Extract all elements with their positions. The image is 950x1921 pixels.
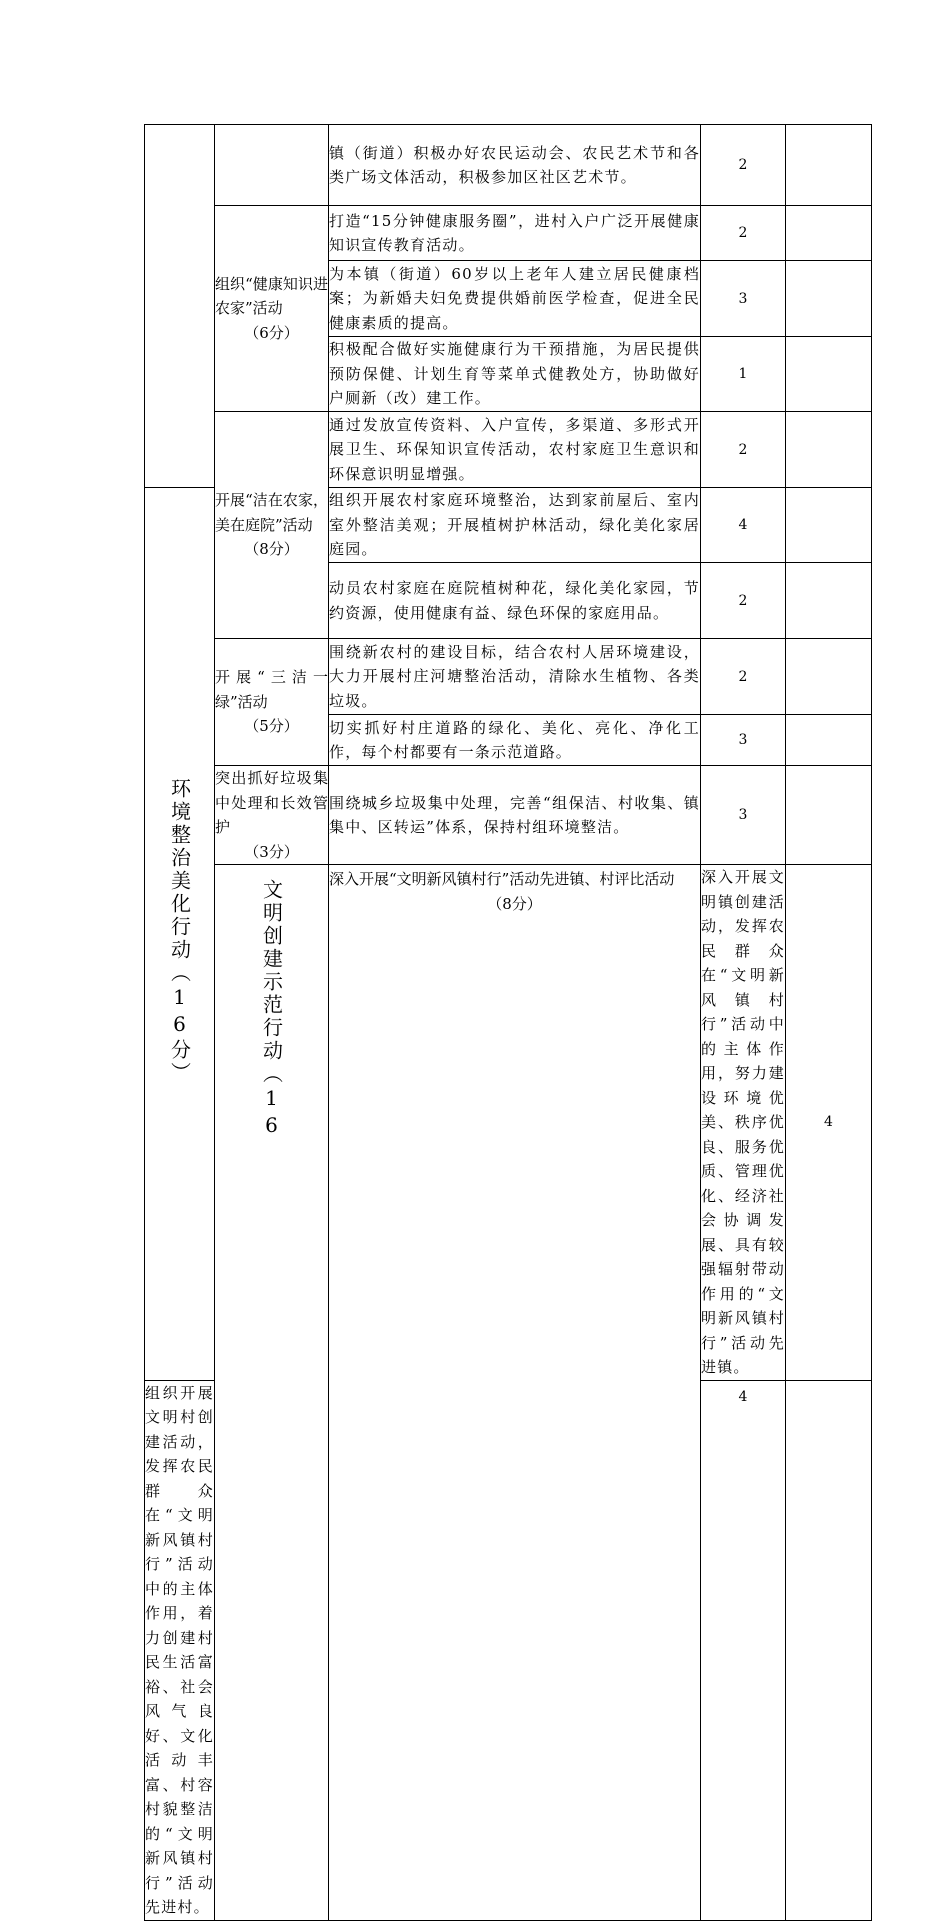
score-cell-empty	[786, 488, 872, 563]
item-score: 4	[701, 1380, 786, 1920]
assessment-table	[144, 124, 872, 1921]
item-description: 组织开展文明村创建活动，发挥农民群众在“文明新风镇村行”活动中的主体作用，着力创建村民生活富裕、社会风气良好、文化活动丰富、村容村貌整洁的“文明新风镇村行”活动先进村。	[145, 1380, 215, 1920]
item-score: 2	[701, 412, 786, 488]
score-cell-empty	[786, 337, 872, 412]
subcategory-title: 深入开展“文明新风镇村行”活动先进镇、村评比活动	[329, 870, 675, 888]
score-cell-empty	[786, 261, 872, 337]
item-description: 深入开展文明镇创建活动，发挥农民群众在“文明新风镇村行”活动中的主体作用，努力建设环境优美、秩序优良、服务优质、管理优化、经济社会协调发展、具有较强辐射带动作用的“文明新风镇村行”活动先进镇。	[701, 865, 786, 1381]
subcategory-title: 开展“洁在农家，美在庭院”活动	[215, 491, 328, 534]
table-row	[145, 865, 872, 1381]
subcategory-sanjie	[215, 639, 329, 766]
item-score: 3	[701, 715, 786, 766]
item-score: 3	[701, 261, 786, 337]
table-row	[145, 766, 872, 865]
category-title: 环境整治美化行动（16分）	[167, 778, 192, 1086]
item-description: 通过发放宣传资料、入户宣传，多渠道、多形式开展卫生、环保知识宣传活动，农村家庭卫生意识和环保意识明显增强。	[329, 412, 701, 488]
subcategory-title: 组织“健康知识进农家”活动	[215, 274, 328, 318]
item-score: 2	[701, 206, 786, 261]
category-cell-empty	[145, 125, 215, 488]
item-description: 组织开展农村家庭环境整治，达到家前屋后、室内室外整洁美观；开展植树护林活动，绿化美化家居庭园。	[329, 488, 701, 563]
table-row	[145, 412, 872, 488]
item-score: 2	[701, 639, 786, 715]
item-score: 2	[701, 563, 786, 639]
item-description: 围绕城乡垃圾集中处理，完善“组保洁、村收集、镇集中、区转运”体系，保持村组环境整洁。	[329, 766, 701, 865]
item-description: 为本镇（街道）60岁以上老年人建立居民健康档案；为新婚夫妇免费提供婚前医学检查，促进全民健康素质的提高。	[329, 261, 701, 337]
item-score: 3	[701, 766, 786, 865]
score-cell-empty	[786, 766, 872, 865]
score-cell-empty	[786, 1380, 872, 1920]
subcategory-points: （3分）	[244, 842, 299, 861]
item-description: 动员农村家庭在庭院植树种花，绿化美化家园，节约资源，使用健康有益、绿色环保的家庭用品。	[329, 563, 701, 639]
category-civilization	[215, 865, 329, 1921]
subcategory-points: （8分）	[244, 540, 299, 559]
score-cell-empty	[786, 206, 872, 261]
subcategory-health	[215, 206, 329, 412]
table-row	[145, 125, 872, 206]
subcategory-civil	[329, 865, 701, 1921]
score-cell-empty	[786, 125, 872, 206]
item-score: 1	[701, 337, 786, 412]
score-cell-empty	[786, 639, 872, 715]
subcategory-clean	[215, 412, 329, 639]
subcategory-points: （6分）	[244, 323, 299, 342]
item-description: 打造“15分钟健康服务圈”，进村入户广泛开展健康知识宣传教育活动。	[329, 206, 701, 261]
category-title: 文明创建示范行动（16	[259, 879, 284, 1140]
subcategory-title: 开展“三洁一绿”活动	[215, 668, 328, 711]
subcategory-cell-empty	[215, 125, 329, 206]
item-description: 镇（街道）积极办好农民运动会、农民艺术节和各类广场文体活动，积极参加区社区艺术节。	[329, 125, 701, 206]
item-description: 围绕新农村的建设目标，结合农村人居环境建设，大力开展村庄河塘整治活动，清除水生植物、各类垃圾。	[329, 639, 701, 715]
subcategory-points: （5分）	[244, 717, 299, 736]
item-score: 4	[701, 488, 786, 563]
table-row	[145, 206, 872, 261]
item-score: 2	[701, 125, 786, 206]
subcategory-points: （8分）	[487, 894, 542, 913]
score-cell-empty	[786, 412, 872, 488]
score-cell-empty	[786, 715, 872, 766]
score-cell-empty	[786, 563, 872, 639]
category-environment	[145, 488, 215, 1381]
item-score: 4	[786, 865, 872, 1381]
item-description: 积极配合做好实施健康行为干预措施，为居民提供预防保健、计划生育等菜单式健教处方，协助做好户厕新（改）建工作。	[329, 337, 701, 412]
subcategory-title: 突出抓好垃圾集中处理和长效管护	[215, 769, 328, 836]
table-row	[145, 639, 872, 715]
item-description: 切实抓好村庄道路的绿化、美化、亮化、净化工作，每个村都要有一条示范道路。	[329, 715, 701, 766]
subcategory-garbage	[215, 766, 329, 865]
